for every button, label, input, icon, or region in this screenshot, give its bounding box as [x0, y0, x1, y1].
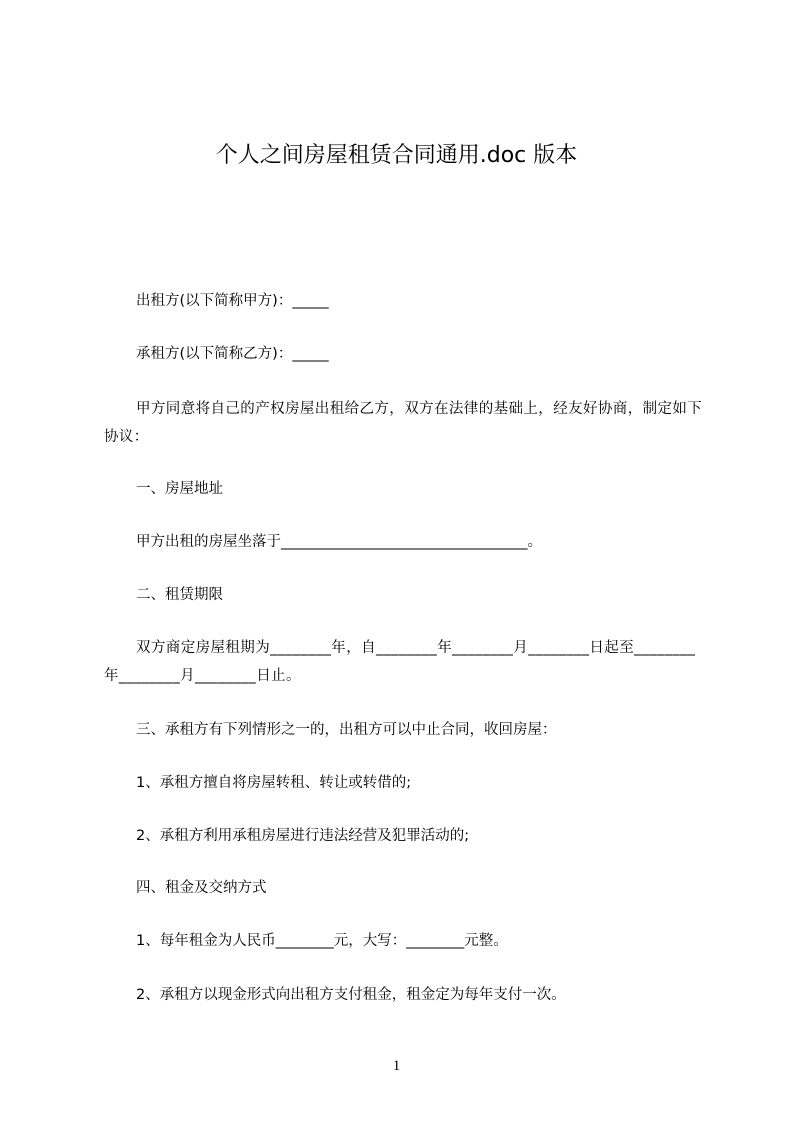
section-3-item-2: 2、承租方利用承租房屋进行违法经营及犯罪活动的;	[136, 828, 470, 844]
intro-paragraph: 甲方同意将自己的产权房屋出租给乙方，双方在法律的基础上，经友好协商，制定如下协议：	[104, 401, 703, 445]
section-4-item-1: 1、每年租金为人民币________元，大写：________元整。	[136, 933, 508, 949]
document-title: 个人之间房屋租赁合同通用.doc 版本	[215, 143, 578, 168]
section-1-heading: 一、房屋地址	[136, 481, 223, 497]
section-3-heading: 三、承租方有下列情形之一的，出租方可以中止合同，收回房屋：	[136, 722, 557, 738]
section-4-item-2: 2、承租方以现金形式向出租方支付租金，租金定为每年支付一次。	[136, 987, 566, 1003]
section-2-heading: 二、租赁期限	[136, 587, 223, 603]
page-number: 1	[392, 1058, 401, 1074]
section-2-body: 双方商定房屋租期为________年，自________年________月________日起至________年________月________日止。	[104, 640, 696, 684]
section-1-body: 甲方出租的房屋坐落于__________________________________。	[136, 534, 542, 550]
section-3-item-1: 1、承租方擅自将房屋转租、转让或转借的;	[136, 775, 412, 791]
section-4-heading: 四、租金及交纳方式	[136, 880, 267, 896]
lessee-line: 承租方(以下简称乙方)：_____	[136, 346, 329, 362]
lessor-line: 出租方(以下简称甲方)：_____	[136, 293, 329, 309]
